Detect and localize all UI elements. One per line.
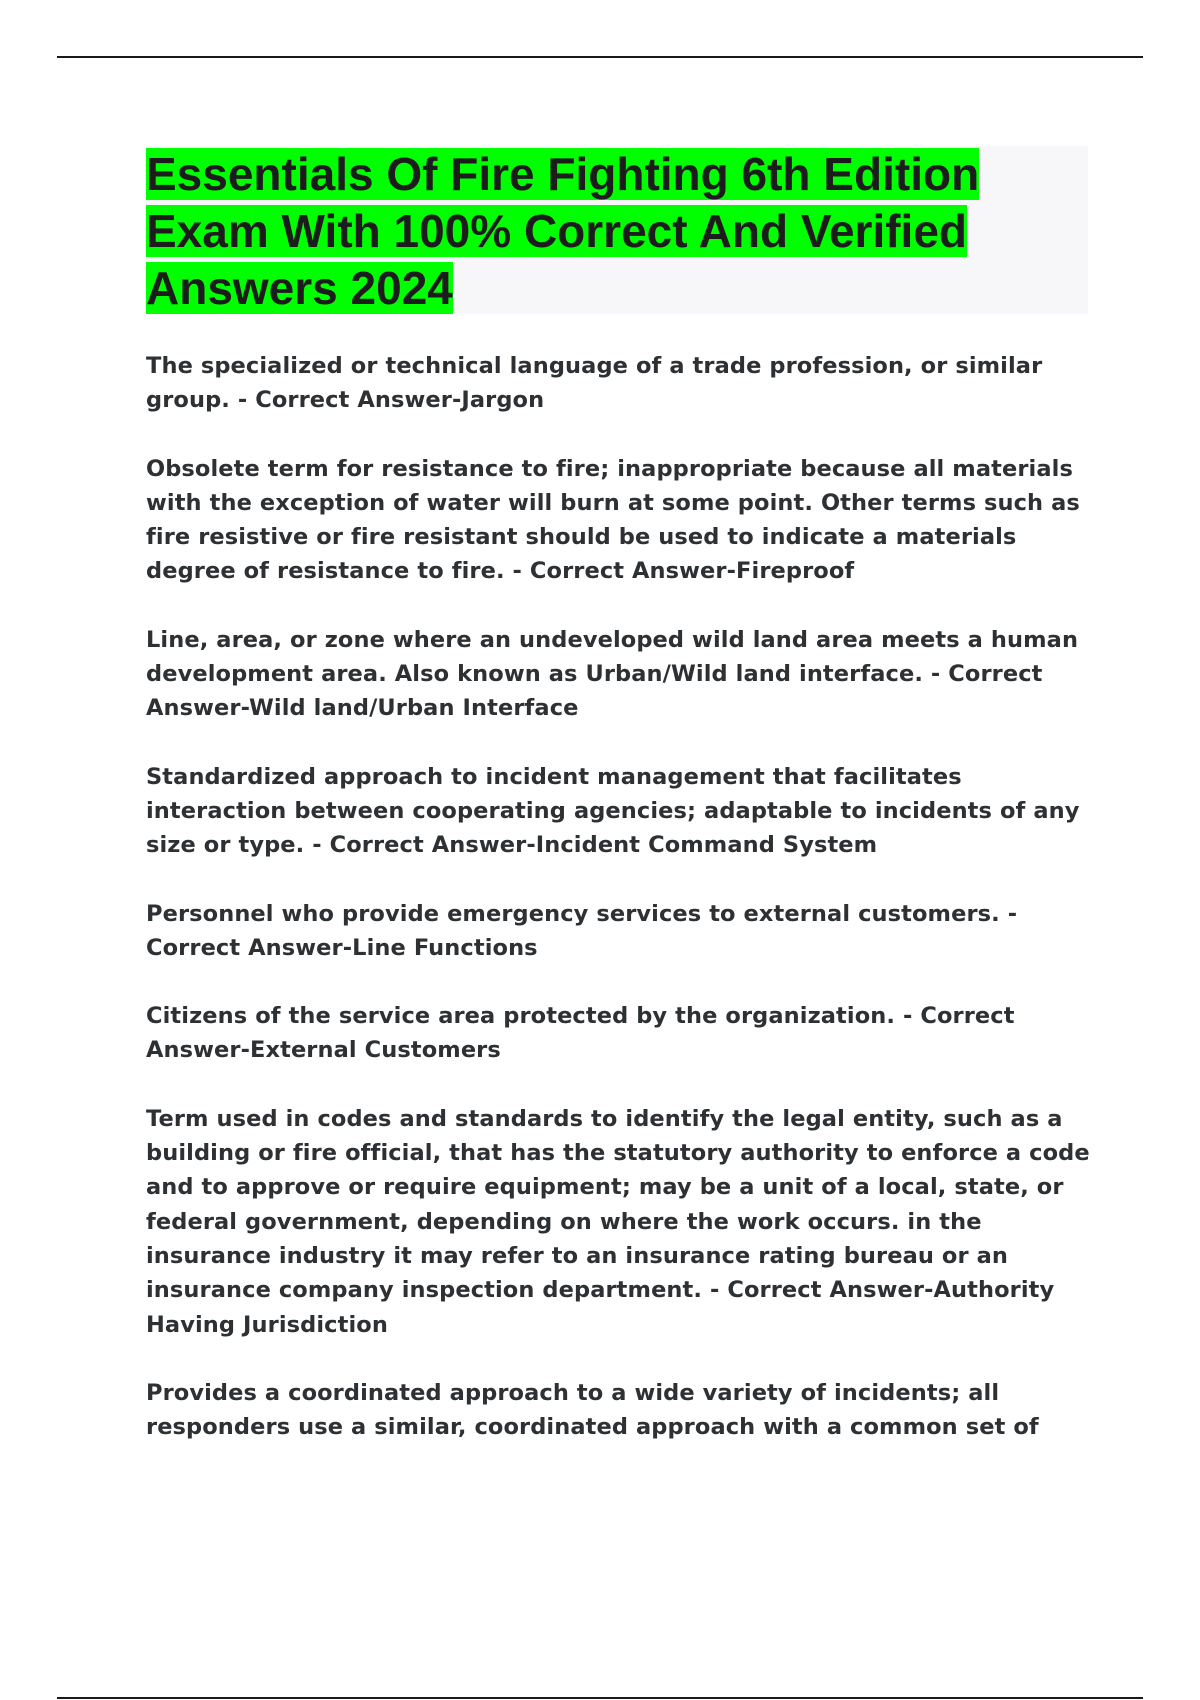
title-block [146, 146, 1088, 314]
document-title [146, 146, 1088, 317]
title-line-1: Essentials Of Fire Fighting 6th Edition [146, 148, 980, 200]
qa-item-coordinated-approach: Provides a coordinated approach to a wide variety of incidents; all responders use a similar, coordinated approach with a common set of [146, 1379, 1039, 1441]
qa-item-fireproof: Obsolete term for resistance to fire; inappropriate because all materials with the exception of water will burn at some point. Other terms such as fire resistive or fire resistant should be used to indicate a materials degree of resistance to fire. - Correct Answer-Fireproof [146, 455, 1080, 585]
qa-item-line-functions: Personnel who provide emergency services to external customers. - Correct Answer-Line Functions [146, 900, 1018, 961]
qa-item-wildland-urban-interface: Line, area, or zone where an undeveloped wild land area meets a human development area. Also known as Urban/Wild land interface. - Correct Answer-Wild land/Urban Interface [146, 626, 1079, 722]
qa-item-authority-having-jurisdiction: Term used in codes and standards to identify the legal entity, such as a building or fire official, that has the statutory authority to enforce a code and to approve or require equipment; may be a unit of a local, state, or federal government, depending on where the work occurs. in the insurance industry it may refer to an insurance rating bureau or an insurance company inspection department. - Correct Answer-Authority Having Jurisdiction [146, 1105, 1090, 1338]
qa-list [146, 349, 1091, 1478]
title-line-2: Exam With 100% Correct And Verified [146, 205, 968, 257]
qa-item-incident-command-system: Standardized approach to incident management that facilitates interaction between cooperating agencies; adaptable to incidents of any size or type. - Correct Answer-Incident Command System [146, 763, 1080, 859]
bottom-divider [57, 1697, 1143, 1699]
top-divider [57, 56, 1143, 58]
qa-item-jargon: The specialized or technical language of a trade profession, or similar group. - Correct Answer-Jargon [146, 353, 1043, 414]
qa-item-external-customers: Citizens of the service area protected by the organization. - Correct Answer-External Customers [146, 1003, 1015, 1064]
title-line-3: Answers 2024 [146, 262, 453, 314]
